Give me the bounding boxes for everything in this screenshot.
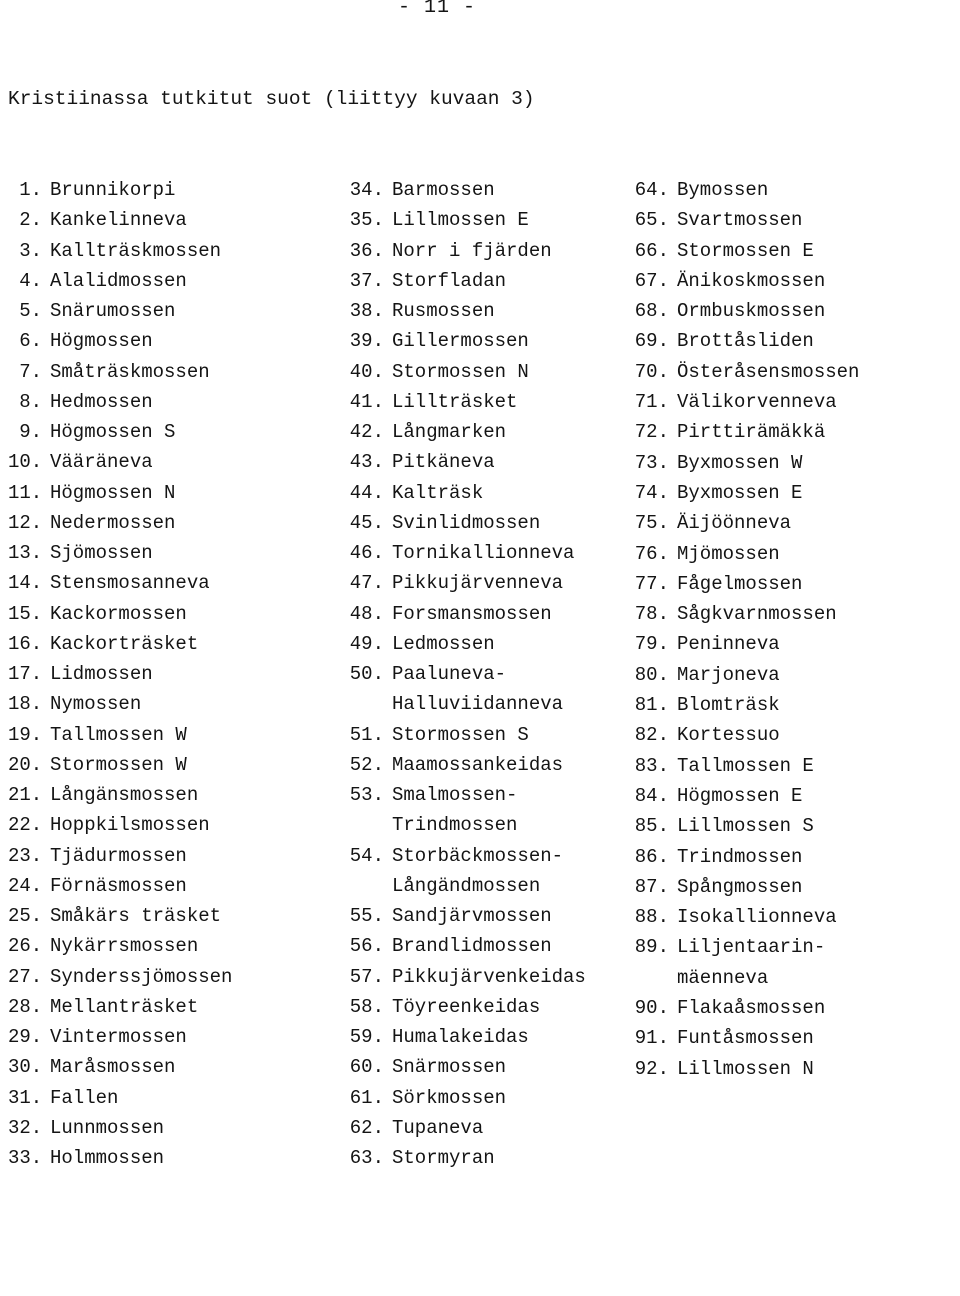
item-name: Tallmossen W: [50, 723, 187, 746]
bog-list-column-3: [625, 175, 955, 1084]
item-number: 67.: [634, 269, 669, 292]
item-name: Tallmossen E: [677, 754, 814, 777]
list-item: [344, 326, 624, 356]
list-item: [625, 660, 955, 690]
item-name: Svartmossen: [677, 209, 803, 232]
list-item: [344, 357, 624, 387]
item-number: 11.: [8, 481, 43, 504]
item-number: 56.: [349, 935, 384, 958]
list-item: [625, 296, 955, 326]
list-item: [344, 750, 624, 780]
item-number: 23.: [8, 844, 43, 867]
item-number: 35.: [349, 209, 384, 232]
item-name: Töyreenkeidas: [392, 995, 541, 1018]
item-name: Maråsmossen: [50, 1056, 176, 1079]
item-name: Kackorträsket: [50, 632, 199, 655]
item-name: Nymossen: [50, 693, 142, 716]
item-name: Stormossen E: [677, 239, 814, 262]
item-name: Lunnmossen: [50, 1116, 165, 1139]
list-item: [344, 417, 624, 447]
item-number: 59.: [349, 1026, 384, 1048]
list-item: [344, 296, 624, 326]
list-item: [8, 720, 318, 750]
item-name: Högmossen: [50, 330, 153, 353]
list-item: [344, 1143, 624, 1173]
list-item: [8, 357, 318, 387]
item-number: 15.: [8, 602, 43, 625]
item-name: Storbäckmossen-: [392, 844, 564, 867]
list-item: [625, 963, 955, 993]
list-item: [625, 872, 955, 902]
item-name: Holmmossen: [50, 1147, 165, 1169]
item-number: 10.: [8, 451, 43, 474]
list-item: [344, 659, 624, 689]
item-name: Alalidmossen: [50, 269, 187, 292]
item-number: 57.: [349, 965, 384, 988]
item-number: 55.: [349, 905, 384, 927]
item-number: 38.: [349, 300, 384, 322]
list-item: [8, 417, 318, 447]
item-number: 76.: [634, 542, 669, 565]
item-name: Förnäsmossen: [50, 874, 187, 897]
list-item: [344, 810, 624, 840]
item-number: 72.: [634, 421, 669, 444]
list-item: [344, 780, 624, 810]
item-number: 92.: [634, 1057, 669, 1080]
item-number: 79.: [634, 633, 669, 656]
list-item: [625, 811, 955, 841]
item-name: Trindmossen: [392, 814, 518, 837]
item-number: 81.: [634, 694, 669, 717]
item-number: 36.: [349, 239, 384, 262]
item-name: Byxmossen E: [677, 481, 803, 504]
item-number: 78.: [634, 603, 669, 626]
item-name: Fågelmossen: [677, 572, 803, 595]
list-item: [625, 751, 955, 781]
item-number: 83.: [634, 754, 669, 777]
item-number: 63.: [349, 1147, 384, 1169]
list-item: [344, 175, 624, 205]
list-item: [344, 1022, 624, 1052]
list-item: [8, 175, 318, 205]
item-name: Mellanträsket: [50, 995, 199, 1018]
item-number: 33.: [8, 1147, 43, 1169]
item-number: 88.: [634, 906, 669, 929]
item-number: 16.: [8, 632, 43, 655]
item-name: Storfladan: [392, 269, 507, 292]
item-name: Brandlidmossen: [392, 935, 552, 958]
item-number: 70.: [634, 360, 669, 383]
list-item: [344, 236, 624, 266]
item-number: 53.: [349, 784, 384, 806]
item-name: Välikorvenneva: [677, 391, 837, 414]
list-item: [344, 599, 624, 629]
item-name: Blomträsk: [677, 694, 780, 717]
list-item: [625, 478, 955, 508]
page-number: - 11 -: [398, 0, 477, 19]
item-name: Kackormossen: [50, 602, 187, 625]
item-name: Hoppkilsmossen: [50, 814, 210, 837]
item-name: Peninneva: [677, 633, 780, 656]
list-item: [625, 720, 955, 750]
item-name: Tupaneva: [392, 1116, 484, 1139]
item-name: Högmossen S: [50, 421, 176, 443]
item-name: Lillträsket: [392, 390, 518, 413]
item-name: Tjädurmossen: [50, 844, 187, 867]
item-name: Funtåsmossen: [677, 1027, 814, 1050]
item-name: Nedermossen: [50, 511, 176, 534]
item-number: 73.: [634, 451, 669, 474]
list-item: [8, 901, 318, 931]
list-item: [8, 659, 318, 689]
item-name: Sandjärvmossen: [392, 905, 552, 927]
item-number: 2.: [19, 209, 42, 232]
item-name: Sjömossen: [50, 542, 153, 564]
list-item: [8, 296, 318, 326]
item-name: Stormossen N: [392, 360, 529, 383]
list-item: [8, 992, 318, 1022]
item-name: Brunnikorpi: [50, 179, 176, 201]
item-number: [625, 963, 669, 993]
list-item: [344, 568, 624, 598]
item-number: 87.: [634, 875, 669, 898]
item-number: 14.: [8, 572, 43, 595]
item-name: Pikkujärvenneva: [392, 572, 564, 595]
item-name: Högmossen N: [50, 481, 176, 504]
list-item: [625, 932, 955, 962]
list-item: [625, 266, 955, 296]
list-item: [8, 1083, 318, 1113]
list-item: [8, 266, 318, 296]
item-name: Sörkmossen: [392, 1086, 507, 1109]
item-number: [344, 871, 384, 901]
item-name: Långändmossen: [392, 874, 541, 897]
list-item: [625, 236, 955, 266]
item-number: 19.: [8, 723, 43, 746]
item-name: Långänsmossen: [50, 784, 199, 806]
item-number: 24.: [8, 874, 43, 897]
item-number: 28.: [8, 995, 43, 1018]
item-number: 58.: [349, 995, 384, 1018]
item-name: Nykärrsmossen: [50, 935, 199, 958]
item-name: Gillermossen: [392, 330, 529, 353]
list-item: [8, 508, 318, 538]
list-item: [625, 205, 955, 235]
item-number: 91.: [634, 1027, 669, 1050]
list-item: [344, 508, 624, 538]
item-name: Lidmossen: [50, 663, 153, 685]
item-number: 34.: [349, 179, 384, 201]
list-item: [8, 538, 318, 568]
item-number: 48.: [349, 602, 384, 625]
item-name: Stormyran: [392, 1147, 495, 1169]
list-item: [8, 931, 318, 961]
list-item: [8, 478, 318, 508]
list-item: [8, 629, 318, 659]
item-number: 5.: [19, 300, 42, 322]
list-item: [625, 1054, 955, 1084]
item-number: 31.: [8, 1086, 43, 1109]
item-number: 44.: [349, 481, 384, 504]
item-number: 60.: [349, 1056, 384, 1079]
item-name: Stormossen W: [50, 753, 187, 776]
item-name: Kallträskmossen: [50, 239, 222, 262]
item-name: Stensmosanneva: [50, 572, 210, 595]
list-item: [8, 1143, 318, 1173]
item-number: 29.: [8, 1026, 43, 1048]
item-number: 86.: [634, 845, 669, 868]
item-number: 8.: [19, 390, 42, 413]
item-name: Isokallionneva: [677, 906, 837, 929]
item-name: mäenneva: [677, 966, 769, 989]
item-number: 20.: [8, 753, 43, 776]
item-number: 6.: [19, 330, 42, 353]
list-item: [625, 629, 955, 659]
list-item: [625, 993, 955, 1023]
item-number: 85.: [634, 815, 669, 838]
list-item: [344, 447, 624, 477]
item-name: Lillmossen N: [677, 1057, 814, 1080]
item-name: Lillmossen E: [392, 209, 529, 232]
item-number: 69.: [634, 330, 669, 353]
item-name: Flakaåsmossen: [677, 997, 826, 1020]
item-name: Spångmossen: [677, 875, 803, 898]
list-item: [625, 448, 955, 478]
item-name: Rusmossen: [392, 300, 495, 322]
list-item: [8, 236, 318, 266]
item-name: Småkärs träsket: [50, 905, 222, 927]
list-item: [344, 266, 624, 296]
item-number: 75.: [634, 512, 669, 535]
list-item: [344, 387, 624, 417]
item-number: 84.: [634, 784, 669, 807]
item-number: 13.: [8, 542, 43, 564]
item-name: Maamossankeidas: [392, 753, 564, 776]
list-item: [8, 962, 318, 992]
item-number: 51.: [349, 723, 384, 746]
item-name: Lillmossen S: [677, 815, 814, 838]
list-item: [625, 842, 955, 872]
list-item: [8, 780, 318, 810]
list-item: [8, 871, 318, 901]
item-name: Svinlidmossen: [392, 511, 541, 534]
list-item: [625, 690, 955, 720]
list-item: [625, 781, 955, 811]
item-number: 3.: [19, 239, 42, 262]
item-number: 54.: [349, 844, 384, 867]
item-number: 27.: [8, 965, 43, 988]
list-item: [344, 931, 624, 961]
list-item: [8, 810, 318, 840]
item-number: 43.: [349, 451, 384, 474]
item-number: 45.: [349, 511, 384, 534]
list-item: [344, 478, 624, 508]
list-item: [344, 962, 624, 992]
item-name: Humalakeidas: [392, 1026, 529, 1048]
list-item: [8, 689, 318, 719]
list-item: [344, 689, 624, 719]
item-name: Marjoneva: [677, 663, 780, 686]
item-name: Ledmossen: [392, 632, 495, 655]
item-number: 25.: [8, 905, 43, 927]
item-number: 4.: [19, 269, 42, 292]
item-number: 22.: [8, 814, 43, 837]
page-title: Kristiinassa tutkitut suot (liittyy kuvaan 3): [8, 88, 535, 110]
list-item: [8, 1113, 318, 1143]
list-item: [625, 417, 955, 447]
item-name: Ormbuskmossen: [677, 300, 826, 323]
item-name: Fallen: [50, 1086, 119, 1109]
item-name: Pirttirämäkkä: [677, 421, 826, 444]
item-name: Synderssjömossen: [50, 965, 233, 988]
item-number: 46.: [349, 542, 384, 564]
item-name: Småträskmossen: [50, 360, 210, 383]
bog-list-column-1: [8, 175, 318, 1173]
item-name: Byxmossen W: [677, 451, 803, 474]
item-number: 30.: [8, 1056, 43, 1079]
list-item: [8, 326, 318, 356]
list-item: [344, 901, 624, 931]
item-name: Äijöönneva: [677, 512, 792, 535]
item-name: Trindmossen: [677, 845, 803, 868]
item-name: Vääräneva: [50, 451, 153, 474]
item-name: Liljentaarin-: [677, 936, 826, 959]
item-number: 66.: [634, 239, 669, 262]
item-number: 40.: [349, 360, 384, 383]
item-name: Smalmossen-: [392, 784, 518, 806]
list-item: [625, 357, 955, 387]
list-item: [625, 569, 955, 599]
item-name: Norr i fjärden: [392, 239, 552, 262]
list-item: [625, 902, 955, 932]
list-item: [8, 447, 318, 477]
item-number: 42.: [349, 421, 384, 443]
list-item: [625, 326, 955, 356]
item-number: 52.: [349, 753, 384, 776]
item-number: 74.: [634, 481, 669, 504]
item-name: Snärmossen: [392, 1056, 507, 1079]
item-number: [344, 810, 384, 840]
list-item: [344, 538, 624, 568]
item-name: Kankelinneva: [50, 209, 187, 232]
list-item: [625, 1023, 955, 1053]
item-number: [344, 689, 384, 719]
item-number: 26.: [8, 935, 43, 958]
item-number: 18.: [8, 693, 43, 716]
item-name: Barmossen: [392, 179, 495, 201]
item-number: 47.: [349, 572, 384, 595]
item-number: 41.: [349, 390, 384, 413]
list-item: [8, 841, 318, 871]
item-number: 68.: [634, 300, 669, 323]
item-number: 90.: [634, 997, 669, 1020]
item-number: 9.: [19, 421, 42, 443]
list-item: [8, 1022, 318, 1052]
item-name: Tornikallionneva: [392, 542, 575, 564]
item-name: Forsmansmossen: [392, 602, 552, 625]
item-name: Långmarken: [392, 421, 507, 443]
item-name: Mjömossen: [677, 542, 780, 565]
item-number: 49.: [349, 632, 384, 655]
item-number: 61.: [349, 1086, 384, 1109]
list-item: [344, 205, 624, 235]
list-item: [8, 750, 318, 780]
bog-list-column-2: [344, 175, 624, 1173]
item-name: Kortessuo: [677, 724, 780, 747]
list-item: [8, 387, 318, 417]
item-name: Pitkäneva: [392, 451, 495, 474]
list-item: [344, 871, 624, 901]
item-number: 71.: [634, 391, 669, 414]
list-item: [344, 1113, 624, 1143]
item-number: 39.: [349, 330, 384, 353]
item-name: Vintermossen: [50, 1026, 187, 1048]
list-item: [625, 175, 955, 205]
item-number: 50.: [349, 663, 384, 685]
item-name: Snärumossen: [50, 300, 176, 322]
item-name: Sågkvarnmossen: [677, 603, 837, 626]
item-number: 89.: [634, 936, 669, 959]
list-item: [8, 599, 318, 629]
list-item: [344, 720, 624, 750]
list-item: [344, 992, 624, 1022]
list-item: [344, 1052, 624, 1082]
item-number: 62.: [349, 1116, 384, 1139]
item-number: 77.: [634, 572, 669, 595]
item-number: 17.: [8, 663, 43, 685]
item-name: Hedmossen: [50, 390, 153, 413]
list-item: [344, 1083, 624, 1113]
list-item: [344, 841, 624, 871]
list-item: [625, 508, 955, 538]
list-item: [625, 539, 955, 569]
item-number: 21.: [8, 784, 43, 806]
list-item: [8, 1052, 318, 1082]
item-number: 82.: [634, 724, 669, 747]
item-number: 1.: [19, 179, 42, 201]
item-name: Paaluneva-: [392, 663, 507, 685]
item-name: Halluviidanneva: [392, 693, 564, 716]
list-item: [8, 568, 318, 598]
item-number: 37.: [349, 269, 384, 292]
item-number: 80.: [634, 663, 669, 686]
item-name: Österåsensmossen: [677, 360, 860, 383]
item-number: 7.: [19, 360, 42, 383]
item-name: Stormossen S: [392, 723, 529, 746]
item-number: 64.: [634, 179, 669, 201]
list-item: [625, 387, 955, 417]
item-number: 65.: [634, 209, 669, 232]
list-item: [625, 599, 955, 629]
item-number: 12.: [8, 511, 43, 534]
item-name: Änikoskmossen: [677, 269, 826, 292]
item-name: Pikkujärvenkeidas: [392, 965, 586, 988]
list-item: [344, 629, 624, 659]
item-name: Kalträsk: [392, 481, 484, 504]
item-name: Bymossen: [677, 179, 769, 201]
item-name: Brottåsliden: [677, 330, 814, 353]
item-name: Högmossen E: [677, 784, 803, 807]
list-item: [8, 205, 318, 235]
item-number: 32.: [8, 1116, 43, 1139]
